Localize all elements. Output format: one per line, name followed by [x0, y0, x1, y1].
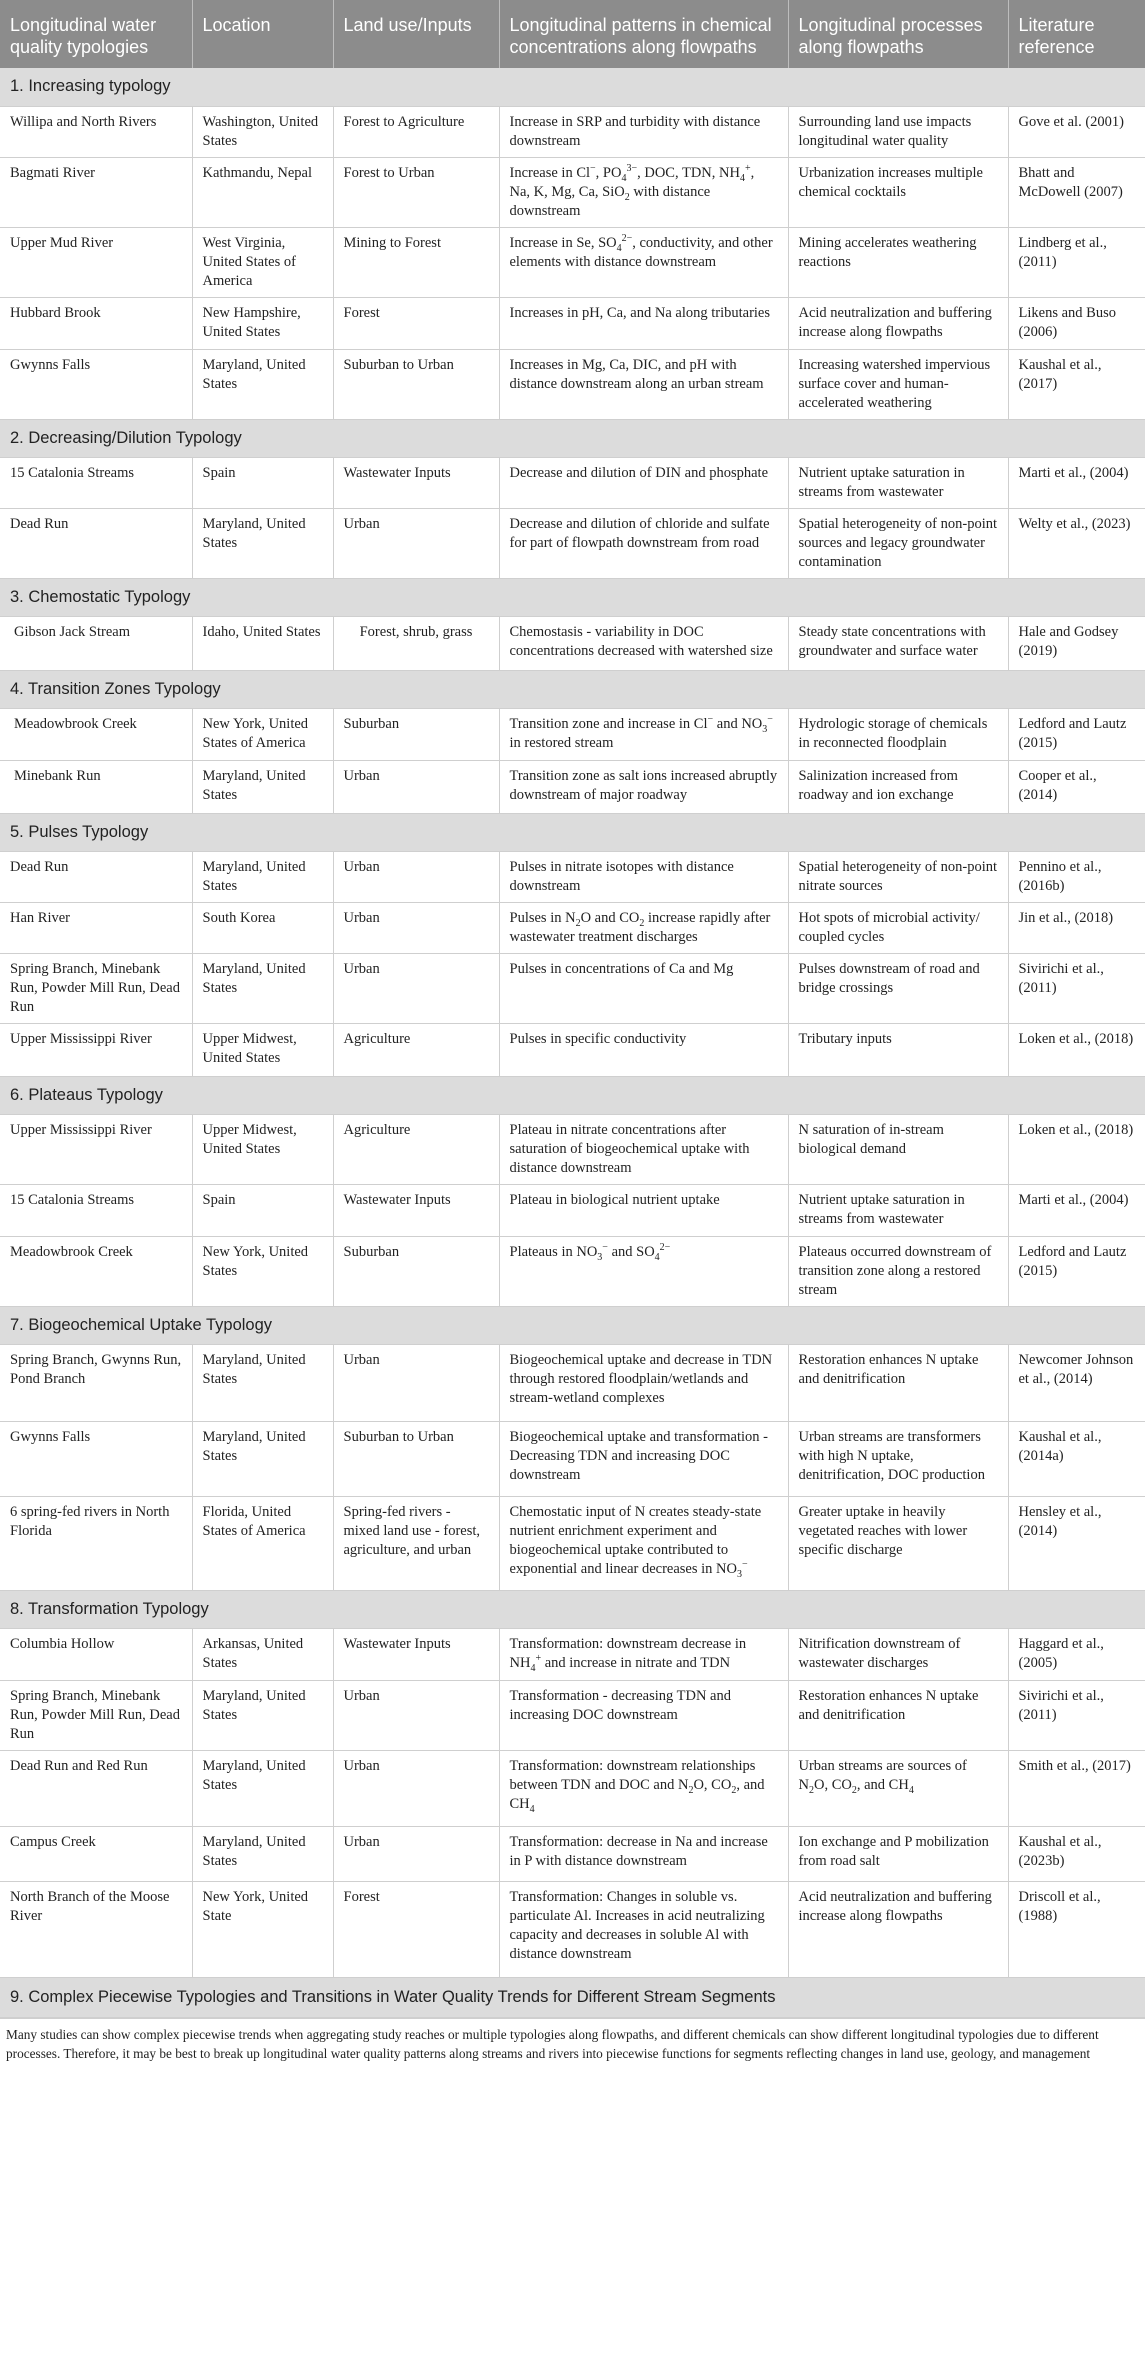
cell-process: Plateaus occurred downstream of transition zone along a restored stream [788, 1236, 1008, 1306]
cell-site: Bagmati River [0, 157, 192, 227]
cell-process: Urban streams are transformers with high N uptake, denitrification, DOC production [788, 1421, 1008, 1496]
cell-land-use: Suburban [333, 708, 499, 760]
cell-site: Upper Mud River [0, 227, 192, 297]
table-row [0, 1236, 1145, 1306]
cell-land-use: Suburban [333, 1236, 499, 1306]
table-row [0, 1114, 1145, 1184]
cell-pattern: Transition zone and increase in Cl− and $NO_3^-$ in restored stream [499, 708, 788, 760]
cell-process: Urban streams are sources of $N_2O$, $CO_2$, and $CH_4$ [788, 1750, 1008, 1826]
cell-land-use: Urban [333, 1680, 499, 1750]
cell-process: Nitrification downstream of wastewater discharges [788, 1628, 1008, 1680]
cell-process: Hydrologic storage of chemicals in reconnected floodplain [788, 708, 1008, 760]
table-row [0, 1421, 1145, 1496]
cell-reference: Cooper et al., (2014) [1008, 760, 1145, 813]
cell-location: New York, United States [192, 1236, 333, 1306]
cell-location: Maryland, United States [192, 1421, 333, 1496]
cell-pattern: Plateaus in $NO_3^-$ and $SO_4^{2-}$ [499, 1236, 788, 1306]
cell-location: Spain [192, 457, 333, 508]
section-title: 4. Transition Zones Typology [0, 670, 1145, 708]
section-row [0, 1977, 1145, 2017]
section-row [0, 1590, 1145, 1628]
cell-process: Steady state concentrations with groundwater and surface water [788, 616, 1008, 670]
cell-site: Campus Creek [0, 1826, 192, 1881]
table-row [0, 760, 1145, 813]
cell-pattern: Pulses in specific conductivity [499, 1023, 788, 1076]
cell-site: Meadowbrook Creek [0, 1236, 192, 1306]
header-land-use: Land use/Inputs [333, 0, 499, 68]
cell-reference: Loken et al., (2018) [1008, 1023, 1145, 1076]
table-row [0, 457, 1145, 508]
cell-site: Dead Run [0, 851, 192, 902]
cell-location: New Hampshire, United States [192, 297, 333, 349]
cell-pattern: Chemostatic input of N creates steady-state nutrient enrichment experiment and biogeochemical uptake contributed to exponential and linear decreases in $NO_3^-$ [499, 1496, 788, 1590]
cell-process: Nutrient uptake saturation in streams from wastewater [788, 457, 1008, 508]
cell-reference: Kaushal et al., (2014a) [1008, 1421, 1145, 1496]
cell-pattern: Transformation: decrease in Na and increase in P with distance downstream [499, 1826, 788, 1881]
cell-process: Restoration enhances N uptake and denitrification [788, 1680, 1008, 1750]
cell-land-use: Urban [333, 851, 499, 902]
table-row [0, 1826, 1145, 1881]
cell-process: Greater uptake in heavily vegetated reaches with lower specific discharge [788, 1496, 1008, 1590]
cell-pattern: Increases in pH, Ca, and Na along tributaries [499, 297, 788, 349]
cell-pattern: Increase in Se, $SO_4^{2-}$, conductivity, and other elements with distance downstream [499, 227, 788, 297]
cell-site: Willipa and North Rivers [0, 106, 192, 157]
cell-process: Hot spots of microbial activity/ coupled cycles [788, 902, 1008, 953]
cell-reference: Welty et al., (2023) [1008, 508, 1145, 578]
cell-site: Dead Run and Red Run [0, 1750, 192, 1826]
cell-process: Restoration enhances N uptake and denitrification [788, 1344, 1008, 1421]
cell-location: Maryland, United States [192, 760, 333, 813]
section-title: 2. Decreasing/Dilution Typology [0, 419, 1145, 457]
section-row [0, 68, 1145, 106]
cell-pattern: Plateau in nitrate concentrations after saturation of biogeochemical uptake with distance downstream [499, 1114, 788, 1184]
table-row [0, 708, 1145, 760]
cell-reference: Ledford and Lautz (2015) [1008, 708, 1145, 760]
cell-reference: Likens and Buso (2006) [1008, 297, 1145, 349]
cell-site: 15 Catalonia Streams [0, 1184, 192, 1236]
cell-process: Increasing watershed impervious surface cover and human-accelerated weathering [788, 349, 1008, 419]
cell-site: North Branch of the Moose River [0, 1881, 192, 1977]
section-row [0, 1306, 1145, 1344]
cell-process: Ion exchange and P mobilization from road salt [788, 1826, 1008, 1881]
cell-land-use: Agriculture [333, 1023, 499, 1076]
header-processes: Longitudinal processes along flowpaths [788, 0, 1008, 68]
cell-pattern: Biogeochemical uptake and transformation - Decreasing TDN and increasing DOC downstream [499, 1421, 788, 1496]
table-header-row [0, 0, 1145, 68]
cell-site: 15 Catalonia Streams [0, 457, 192, 508]
cell-process: Salinization increased from roadway and ion exchange [788, 760, 1008, 813]
cell-location: Arkansas, United States [192, 1628, 333, 1680]
cell-process: Urbanization increases multiple chemical cocktails [788, 157, 1008, 227]
cell-land-use: Mining to Forest [333, 227, 499, 297]
cell-pattern: Pulses in concentrations of Ca and Mg [499, 953, 788, 1023]
header-patterns: Longitudinal patterns in chemical concentrations along flowpaths [499, 0, 788, 68]
cell-land-use: Spring-fed rivers - mixed land use - forest, agriculture, and urban [333, 1496, 499, 1590]
cell-pattern: Transformation: Changes in soluble vs. particulate Al. Increases in acid neutralizing capacity and decreases in soluble Al with distance downstream [499, 1881, 788, 1977]
cell-site: Hubbard Brook [0, 297, 192, 349]
cell-site: Meadowbrook Creek [0, 708, 192, 760]
cell-reference: Driscoll et al., (1988) [1008, 1881, 1145, 1977]
cell-site: Spring Branch, Minebank Run, Powder Mill Run, Dead Run [0, 953, 192, 1023]
cell-pattern: Pulses in $N_2O$ and $CO_2$ increase rapidly after wastewater treatment discharges [499, 902, 788, 953]
cell-process: Pulses downstream of road and bridge crossings [788, 953, 1008, 1023]
cell-pattern: Increase in SRP and turbidity with distance downstream [499, 106, 788, 157]
cell-land-use: Urban [333, 1826, 499, 1881]
cell-location: Upper Midwest, United States [192, 1023, 333, 1076]
cell-site: Minebank Run [0, 760, 192, 813]
cell-site: Han River [0, 902, 192, 953]
section-row [0, 578, 1145, 616]
cell-site: 6 spring-fed rivers in North Florida [0, 1496, 192, 1590]
cell-land-use: Urban [333, 760, 499, 813]
table-row [0, 157, 1145, 227]
cell-process: N saturation of in-stream biological demand [788, 1114, 1008, 1184]
cell-land-use: Forest [333, 297, 499, 349]
section-row [0, 1076, 1145, 1114]
cell-reference: Sivirichi et al., (2011) [1008, 1680, 1145, 1750]
cell-reference: Bhatt and McDowell (2007) [1008, 157, 1145, 227]
cell-pattern: Transformation - decreasing TDN and increasing DOC downstream [499, 1680, 788, 1750]
cell-reference: Sivirichi et al., (2011) [1008, 953, 1145, 1023]
section-title: 6. Plateaus Typology [0, 1076, 1145, 1114]
cell-land-use: Wastewater Inputs [333, 1628, 499, 1680]
cell-reference: Kaushal et al., (2023b) [1008, 1826, 1145, 1881]
cell-process: Acid neutralization and buffering increase along flowpaths [788, 1881, 1008, 1977]
cell-process: Surrounding land use impacts longitudinal water quality [788, 106, 1008, 157]
cell-location: New York, United State [192, 1881, 333, 1977]
cell-land-use: Forest to Agriculture [333, 106, 499, 157]
cell-site: Gibson Jack Stream [0, 616, 192, 670]
cell-location: Spain [192, 1184, 333, 1236]
cell-process: Acid neutralization and buffering increase along flowpaths [788, 297, 1008, 349]
cell-pattern: Decrease and dilution of DIN and phosphate [499, 457, 788, 508]
cell-reference: Newcomer Johnson et al., (2014) [1008, 1344, 1145, 1421]
cell-site: Spring Branch, Minebank Run, Powder Mill Run, Dead Run [0, 1680, 192, 1750]
section-title: 9. Complex Piecewise Typologies and Transitions in Water Quality Trends for Different Stream Segments [0, 1977, 1145, 2017]
cell-land-use: Agriculture [333, 1114, 499, 1184]
section-title: 8. Transformation Typology [0, 1590, 1145, 1628]
table-row [0, 1750, 1145, 1826]
cell-pattern: Decrease and dilution of chloride and sulfate for part of flowpath downstream from road [499, 508, 788, 578]
cell-process: Nutrient uptake saturation in streams from wastewater [788, 1184, 1008, 1236]
table-row [0, 349, 1145, 419]
table-row [0, 106, 1145, 157]
cell-pattern: Transformation: downstream relationships between TDN and DOC and $N_2O$, $CO_2$, and $CH_4$ [499, 1750, 788, 1826]
cell-reference: Lindberg et al., (2011) [1008, 227, 1145, 297]
cell-location: Maryland, United States [192, 1344, 333, 1421]
cell-location: Maryland, United States [192, 1680, 333, 1750]
cell-reference: Haggard et al., (2005) [1008, 1628, 1145, 1680]
cell-location: Upper Midwest, United States [192, 1114, 333, 1184]
cell-process: Tributary inputs [788, 1023, 1008, 1076]
header-location: Location [192, 0, 333, 68]
cell-land-use: Suburban to Urban [333, 349, 499, 419]
cell-site: Upper Mississippi River [0, 1023, 192, 1076]
section-title: 3. Chemostatic Typology [0, 578, 1145, 616]
cell-pattern: Biogeochemical uptake and decrease in TDN through restored floodplain/wetlands and stream-wetland complexes [499, 1344, 788, 1421]
cell-land-use: Forest [333, 1881, 499, 1977]
cell-site: Dead Run [0, 508, 192, 578]
cell-site: Columbia Hollow [0, 1628, 192, 1680]
cell-reference: Pennino et al., (2016b) [1008, 851, 1145, 902]
cell-reference: Kaushal et al., (2017) [1008, 349, 1145, 419]
table-row [0, 616, 1145, 670]
cell-location: Maryland, United States [192, 953, 333, 1023]
cell-reference: Ledford and Lautz (2015) [1008, 1236, 1145, 1306]
cell-process: Spatial heterogeneity of non-point nitrate sources [788, 851, 1008, 902]
table-row [0, 1023, 1145, 1076]
header-reference: Literature reference [1008, 0, 1145, 68]
cell-reference: Hale and Godsey (2019) [1008, 616, 1145, 670]
cell-land-use: Urban [333, 1750, 499, 1826]
cell-land-use: Forest, shrub, grass [333, 616, 499, 670]
cell-reference: Hensley et al., (2014) [1008, 1496, 1145, 1590]
cell-location: West Virginia, United States of America [192, 227, 333, 297]
cell-land-use: Wastewater Inputs [333, 1184, 499, 1236]
cell-site: Gwynns Falls [0, 1421, 192, 1496]
cell-pattern: Plateau in biological nutrient uptake [499, 1184, 788, 1236]
section-row [0, 419, 1145, 457]
cell-location: Kathmandu, Nepal [192, 157, 333, 227]
cell-land-use: Suburban to Urban [333, 1421, 499, 1496]
table-row [0, 297, 1145, 349]
table-row [0, 1344, 1145, 1421]
cell-land-use: Forest to Urban [333, 157, 499, 227]
cell-location: Washington, United States [192, 106, 333, 157]
section-row [0, 813, 1145, 851]
cell-process: Mining accelerates weathering reactions [788, 227, 1008, 297]
section-title: 7. Biogeochemical Uptake Typology [0, 1306, 1145, 1344]
cell-land-use: Wastewater Inputs [333, 457, 499, 508]
cell-location: New York, United States of America [192, 708, 333, 760]
section-row [0, 670, 1145, 708]
section-title: 1. Increasing typology [0, 68, 1145, 106]
section-title: 5. Pulses Typology [0, 813, 1145, 851]
cell-location: South Korea [192, 902, 333, 953]
cell-location: Maryland, United States [192, 1750, 333, 1826]
table-row [0, 953, 1145, 1023]
cell-pattern: Transition zone as salt ions increased abruptly downstream of major roadway [499, 760, 788, 813]
table-row [0, 508, 1145, 578]
cell-pattern: Chemostasis - variability in DOC concentrations decreased with watershed size [499, 616, 788, 670]
table-row [0, 1496, 1145, 1590]
cell-process: Spatial heterogeneity of non-point sources and legacy groundwater contamination [788, 508, 1008, 578]
cell-location: Maryland, United States [192, 349, 333, 419]
cell-land-use: Urban [333, 1344, 499, 1421]
cell-land-use: Urban [333, 508, 499, 578]
table-row [0, 1680, 1145, 1750]
cell-reference: Jin et al., (2018) [1008, 902, 1145, 953]
table-row [0, 1628, 1145, 1680]
cell-location: Maryland, United States [192, 1826, 333, 1881]
cell-pattern: Pulses in nitrate isotopes with distance downstream [499, 851, 788, 902]
cell-reference: Smith et al., (2017) [1008, 1750, 1145, 1826]
cell-site: Upper Mississippi River [0, 1114, 192, 1184]
cell-location: Idaho, United States [192, 616, 333, 670]
cell-land-use: Urban [333, 902, 499, 953]
table-row [0, 227, 1145, 297]
cell-location: Maryland, United States [192, 851, 333, 902]
header-typologies: Longitudinal water quality typologies [0, 0, 192, 68]
cell-site: Spring Branch, Gwynns Run, Pond Branch [0, 1344, 192, 1421]
table-row [0, 1881, 1145, 1977]
table-row [0, 1184, 1145, 1236]
cell-pattern: Transformation: downstream decrease in $NH_4^+$ and increase in nitrate and TDN [499, 1628, 788, 1680]
cell-location: Maryland, United States [192, 508, 333, 578]
table-row [0, 851, 1145, 902]
cell-reference: Marti et al., (2004) [1008, 1184, 1145, 1236]
cell-site: Gwynns Falls [0, 349, 192, 419]
cell-reference: Marti et al., (2004) [1008, 457, 1145, 508]
cell-reference: Gove et al. (2001) [1008, 106, 1145, 157]
cell-land-use: Urban [333, 953, 499, 1023]
cell-location: Florida, United States of America [192, 1496, 333, 1590]
cell-pattern: Increases in Mg, Ca, DIC, and pH with distance downstream along an urban stream [499, 349, 788, 419]
table-row [0, 902, 1145, 953]
cell-pattern: Increase in Cl−, $PO_4^{3-}$, DOC, TDN, $NH_4^+$, Na, K, Mg, Ca, SiO$_2$ with distance downstream [499, 157, 788, 227]
cell-reference: Loken et al., (2018) [1008, 1114, 1145, 1184]
table-footnote: Many studies can show complex piecewise trends when aggregating study reaches or multiple typologies along flowpaths, and different chemicals can show different longitudinal typologies due to different processes. Therefore, it may be best to break up longitudinal water quality patterns along streams and rivers into piecewise functions for segments reflecting changes in land use, geology, and management [0, 2018, 1145, 2063]
